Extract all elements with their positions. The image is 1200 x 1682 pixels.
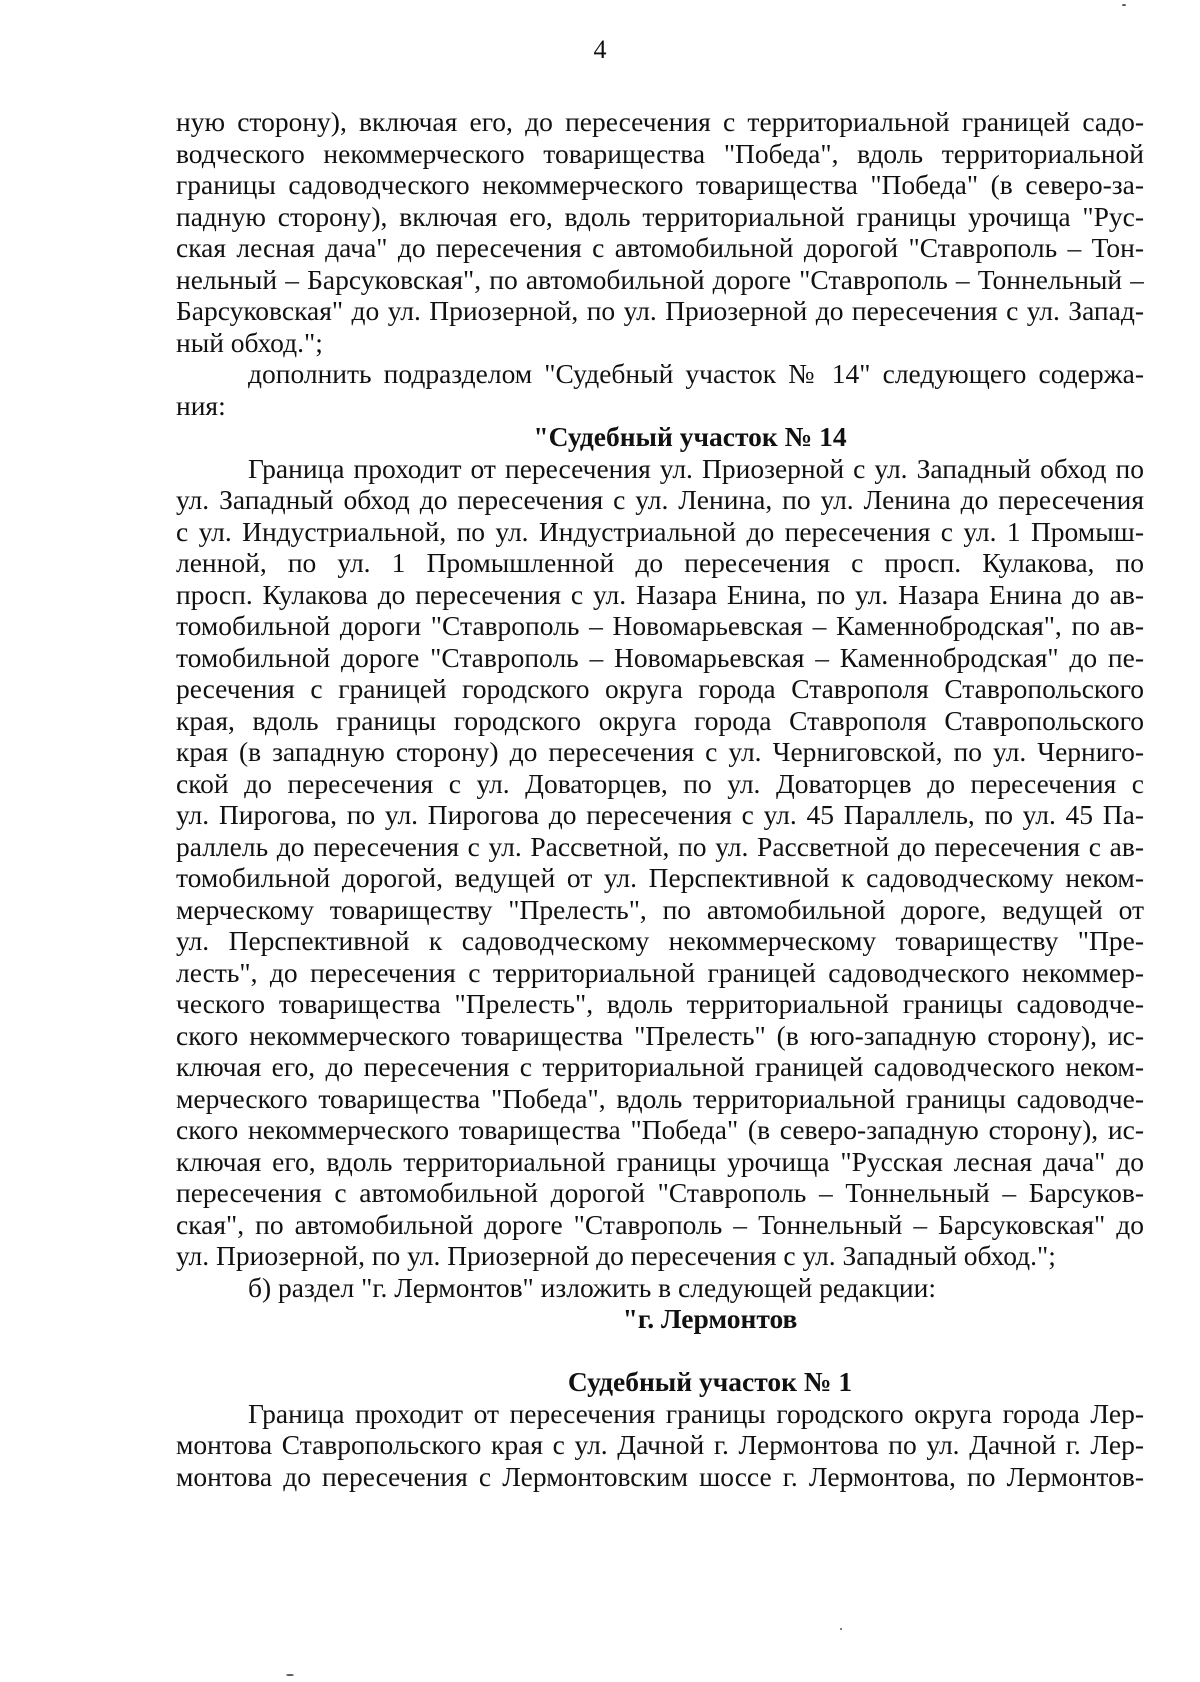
text-line: томобильной дорогой, ведущей от ул. Перспективной к садоводческому неком- [176, 862, 1144, 893]
text-line: ская", по автомобильной дороге "Ставрополь – Тоннельный – Барсуковская" до [176, 1208, 1144, 1240]
text-line: мерческого товарищества "Победа", вдоль территориальной границы садоводче- [176, 1082, 1144, 1114]
text-line: ул. Пирогова, по ул. Пирогова до пересечения с ул. 45 Параллель, по ул. 45 Па- [176, 799, 1144, 830]
text-line: ской до пересечения с ул. Доваторцев, по ул. Доваторцев до пересечения с [176, 767, 1144, 799]
text-line: Граница проходит от пересечения границы городского округа города Лер- [248, 1397, 1144, 1429]
text-line: томобильной дороги "Ставрополь – Новомарьевская – Каменнобродская", по ав- [176, 610, 1144, 641]
text-line: ская лесная дача" до пересечения с автомобильной дорогой "Ставрополь – Тон- [176, 232, 1144, 263]
text-line: ского некоммерческого товарищества "Победа" (в северо-западную сторону), ис- [176, 1114, 1144, 1145]
text-line: ул. Приозерной, по ул. Приозерной до пересечения с ул. Западный обход."; [176, 1240, 1056, 1271]
text-line: падную сторону), включая его, вдоль территориальной границы урочища "Рус- [176, 200, 1144, 232]
section-heading-14: "Судебный участок № 14 [533, 421, 847, 452]
text-line: нельный – Барсуковская", по автомобильной дороге "Ставрополь – Тоннельный – [176, 263, 1144, 295]
text-line: Барсуковская" до ул. Приозерной, по ул. Приозерной до пересечения с ул. Запад- [176, 295, 1144, 326]
text-line: лесть", до пересечения с территориальной границей садоводческого некоммер- [176, 956, 1144, 988]
text-line: ского некоммерческого товарищества "Прелесть" (в юго-западную сторону), ис- [176, 1019, 1144, 1051]
section-heading-lermontov: "г. Лермонтов [622, 1303, 798, 1334]
text-line: ный обход."; [176, 326, 323, 358]
text-line: ленной, по ул. 1 Промышленной до пересечения с просп. Кулакова, по [176, 547, 1144, 578]
text-line: ную сторону), включая его, до пересечения с территориальной границей садо- [176, 106, 1144, 137]
text-line: водческого некоммерческого товарищества "Победа", вдоль территориальной [176, 137, 1144, 169]
text-line: Граница проходит от пересечения ул. Приозерной с ул. Западный обход по [248, 452, 1144, 484]
text-line: ключая его, вдоль территориальной границы урочища "Русская лесная дача" до [176, 1145, 1144, 1177]
text-line: дополнить подразделом "Судебный участок № 14" следующего содержа- [248, 358, 1144, 389]
scan-speck [286, 1674, 294, 1676]
page-number: 4 [593, 35, 607, 64]
text-line: мерческому товариществу "Прелесть", по автомобильной дороге, ведущей от [176, 893, 1144, 925]
text-line: томобильной дороге "Ставрополь – Новомарьевская – Каменнобродская" до пе- [176, 641, 1144, 673]
text-line: ключая его, до пересечения с территориальной границей садоводческого неком- [176, 1051, 1144, 1082]
text-line: ния: [176, 389, 226, 421]
paragraph-boundary-1 [176, 1398, 1144, 1493]
text-line: пересечения с автомобильной дорогой "Ставрополь – Тоннельный – Барсуков- [176, 1177, 1144, 1208]
section-heading-1: Судебный участок № 1 [567, 1366, 853, 1397]
text-line: края (в западную сторону) до пересечения с ул. Черниговской, по ул. Черниго- [176, 736, 1144, 767]
scan-speck [840, 1628, 842, 1630]
blank-line [176, 1335, 1144, 1367]
text-line: ресечения с границей городского округа города Ставрополя Ставропольского [176, 673, 1144, 704]
text-line: монтова Ставропольского края с ул. Дачной г. Лермонтова по ул. Дачной г. Лер- [176, 1429, 1144, 1460]
paragraph-boundary-14 [176, 453, 1144, 1272]
text-line: края, вдоль границы городского округа города Ставрополя Ставропольского [176, 704, 1144, 736]
text-line: с ул. Индустриальной, по ул. Индустриальной до пересечения с ул. 1 Промыш- [176, 515, 1144, 547]
scan-speck [1122, 4, 1126, 6]
text-line: ческого товарищества "Прелесть", вдоль территориальной границы садоводче- [176, 988, 1144, 1019]
text-line: раллель до пересечения с ул. Рассветной, по ул. Рассветной до пересечения с ав- [176, 830, 1144, 862]
paragraph-item-b: б) раздел "г. Лермонтов" изложить в следующей редакции: [248, 1271, 937, 1303]
document-body [176, 106, 1144, 1492]
paragraph-continuation [176, 106, 1144, 358]
text-line: монтова до пересечения с Лермонтовским шоссе г. Лермонтова, по Лермонтов- [176, 1460, 1144, 1492]
paragraph-add-subsection [176, 358, 1144, 421]
text-line: просп. Кулакова до пересечения с ул. Назара Енина, по ул. Назара Енина до ав- [176, 578, 1144, 610]
text-line: ул. Западный обход до пересечения с ул. Ленина, по ул. Ленина до пересечения [176, 484, 1144, 515]
text-line: границы садоводческого некоммерческого товарищества "Победа" (в северо-за- [176, 169, 1144, 200]
text-line: ул. Перспективной к садоводческому некоммерческому товариществу "Пре- [176, 925, 1144, 956]
